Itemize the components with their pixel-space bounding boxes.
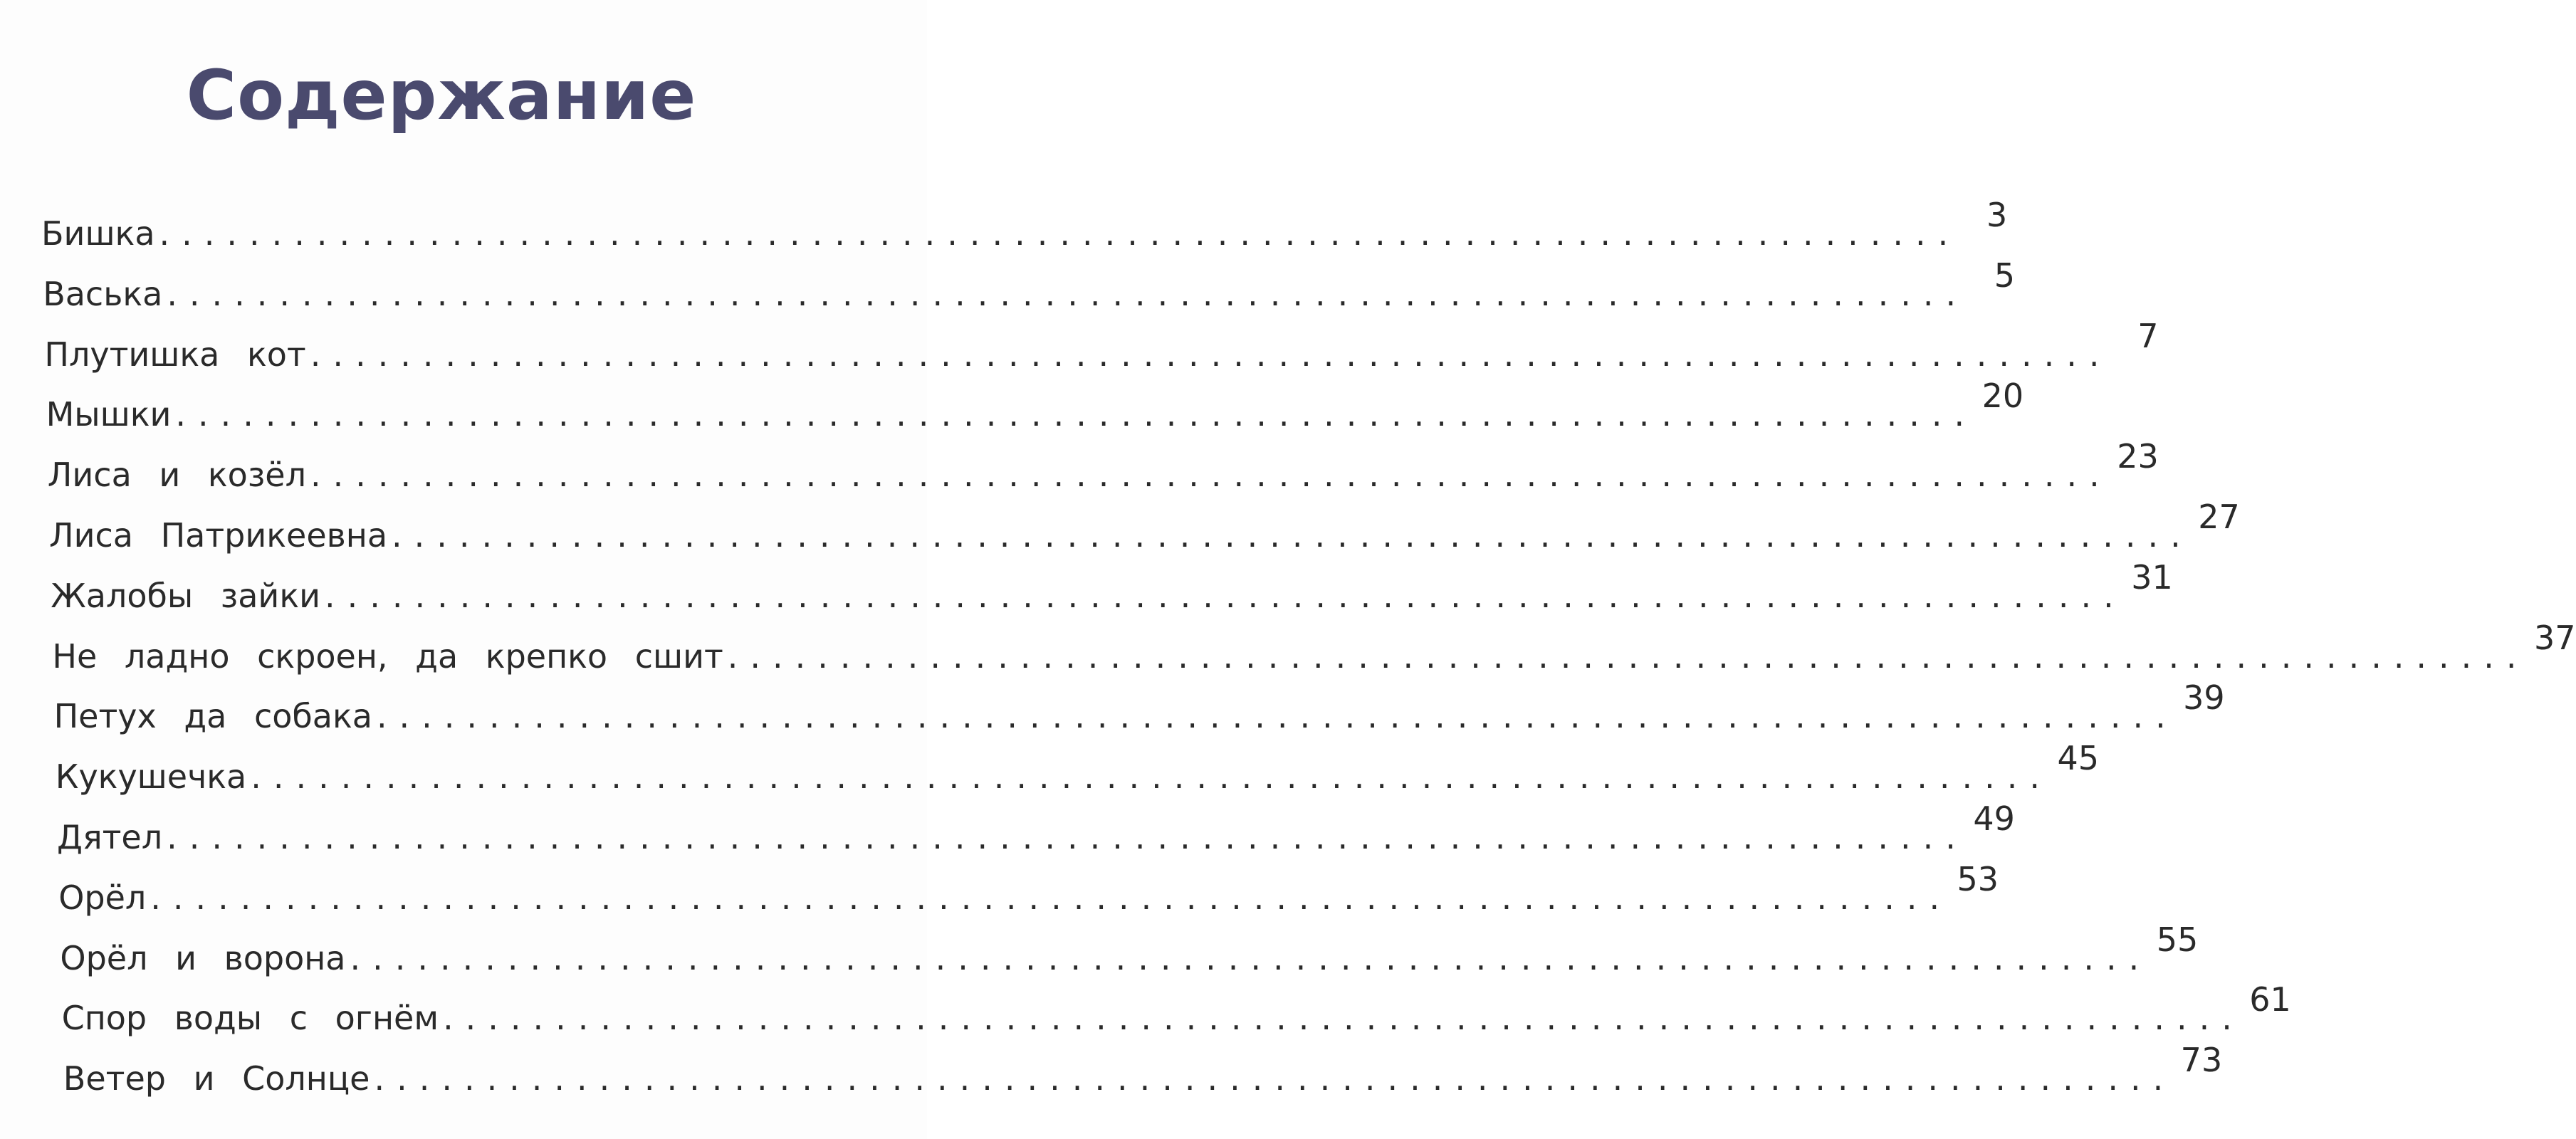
toc-entry-title: Петух да собака [53, 697, 372, 736]
toc-entry-page: 53 [1957, 859, 1999, 898]
toc-entry [44, 316, 2159, 376]
toc-entry-title: Лиса Патрикеевна [49, 516, 388, 555]
toc-entry [57, 799, 2015, 859]
toc-entry-page: 20 [1981, 377, 2024, 416]
toc-entry-title: Не ладно скроен, да крепко сшит [52, 636, 723, 676]
dot-leader: ................................................................................ [167, 274, 1969, 313]
page-title: Содержание [186, 56, 697, 135]
toc-entry-page: 7 [2137, 316, 2159, 355]
dot-leader: ................................................................................ [325, 576, 2126, 615]
dot-leader: ................................................................................ [159, 214, 1961, 253]
dot-leader: ................................................................................ [150, 878, 1952, 917]
dot-leader: ................................................................................ [727, 636, 2529, 676]
toc-entry-title: Васька [43, 274, 163, 313]
toc-entry-page: 73 [2180, 1041, 2223, 1080]
toc-entry [41, 196, 2008, 255]
dot-leader: ................................................................................ [376, 697, 2178, 736]
toc-entry [60, 920, 2199, 980]
toc-entry-page: 31 [2131, 557, 2173, 597]
toc-entry-title: Спор воды с огнём [61, 999, 439, 1038]
dot-leader: ................................................................................ [175, 395, 1977, 434]
toc-entry-page: 45 [2057, 739, 2099, 778]
toc-entry [49, 498, 2240, 557]
toc-entry-title: Орёл [58, 878, 147, 917]
toc-entry-title: Орёл и ворона [60, 938, 346, 977]
toc-entry [51, 557, 2173, 617]
toc-entry-title: Плутишка кот [44, 335, 306, 374]
toc-entry [58, 859, 1999, 919]
toc-entry [55, 739, 2099, 798]
dot-leader: ................................................................................ [350, 938, 2152, 977]
toc-entry-page: 3 [1986, 196, 2008, 234]
dot-leader: ................................................................................ [374, 1059, 2176, 1098]
dot-leader: ................................................................................ [443, 999, 2244, 1038]
toc-entry-title: Ветер и Солнце [63, 1059, 370, 1098]
toc-entry-page: 5 [1994, 256, 2016, 295]
toc-entry-title: Бишка [41, 214, 155, 253]
toc-entry [63, 1041, 2223, 1100]
dot-leader: ................................................................................ [251, 757, 2052, 797]
toc-entry-page: 61 [2249, 980, 2291, 1019]
toc-entry-title: Дятел [57, 818, 163, 856]
toc-entry-page: 39 [2183, 678, 2225, 718]
toc-entry-title: Жалобы зайки [51, 576, 321, 615]
toc-entry-page: 23 [2117, 437, 2159, 476]
toc-entry [53, 678, 2225, 738]
toc-entry [47, 437, 2159, 496]
dot-leader: ................................................................................ [310, 335, 2112, 374]
toc-entry-page: 27 [2198, 498, 2240, 536]
toc-entry-page: 49 [1973, 799, 2015, 838]
toc-entry-page: 55 [2156, 920, 2199, 959]
dot-leader: ................................................................................ [392, 516, 2193, 555]
toc-entry [43, 256, 2016, 315]
toc-entry-title: Мышки [46, 395, 172, 434]
toc-entry-title: Кукушечка [55, 757, 247, 797]
toc-entry [52, 618, 2576, 678]
toc-entry [46, 377, 2024, 436]
toc-entry-title: Лиса и козёл [47, 456, 306, 495]
toc-entry [61, 980, 2291, 1039]
dot-leader: ................................................................................ [167, 818, 1968, 856]
toc-entry-page: 37 [2534, 618, 2576, 657]
dot-leader: ................................................................................ [310, 456, 2112, 495]
